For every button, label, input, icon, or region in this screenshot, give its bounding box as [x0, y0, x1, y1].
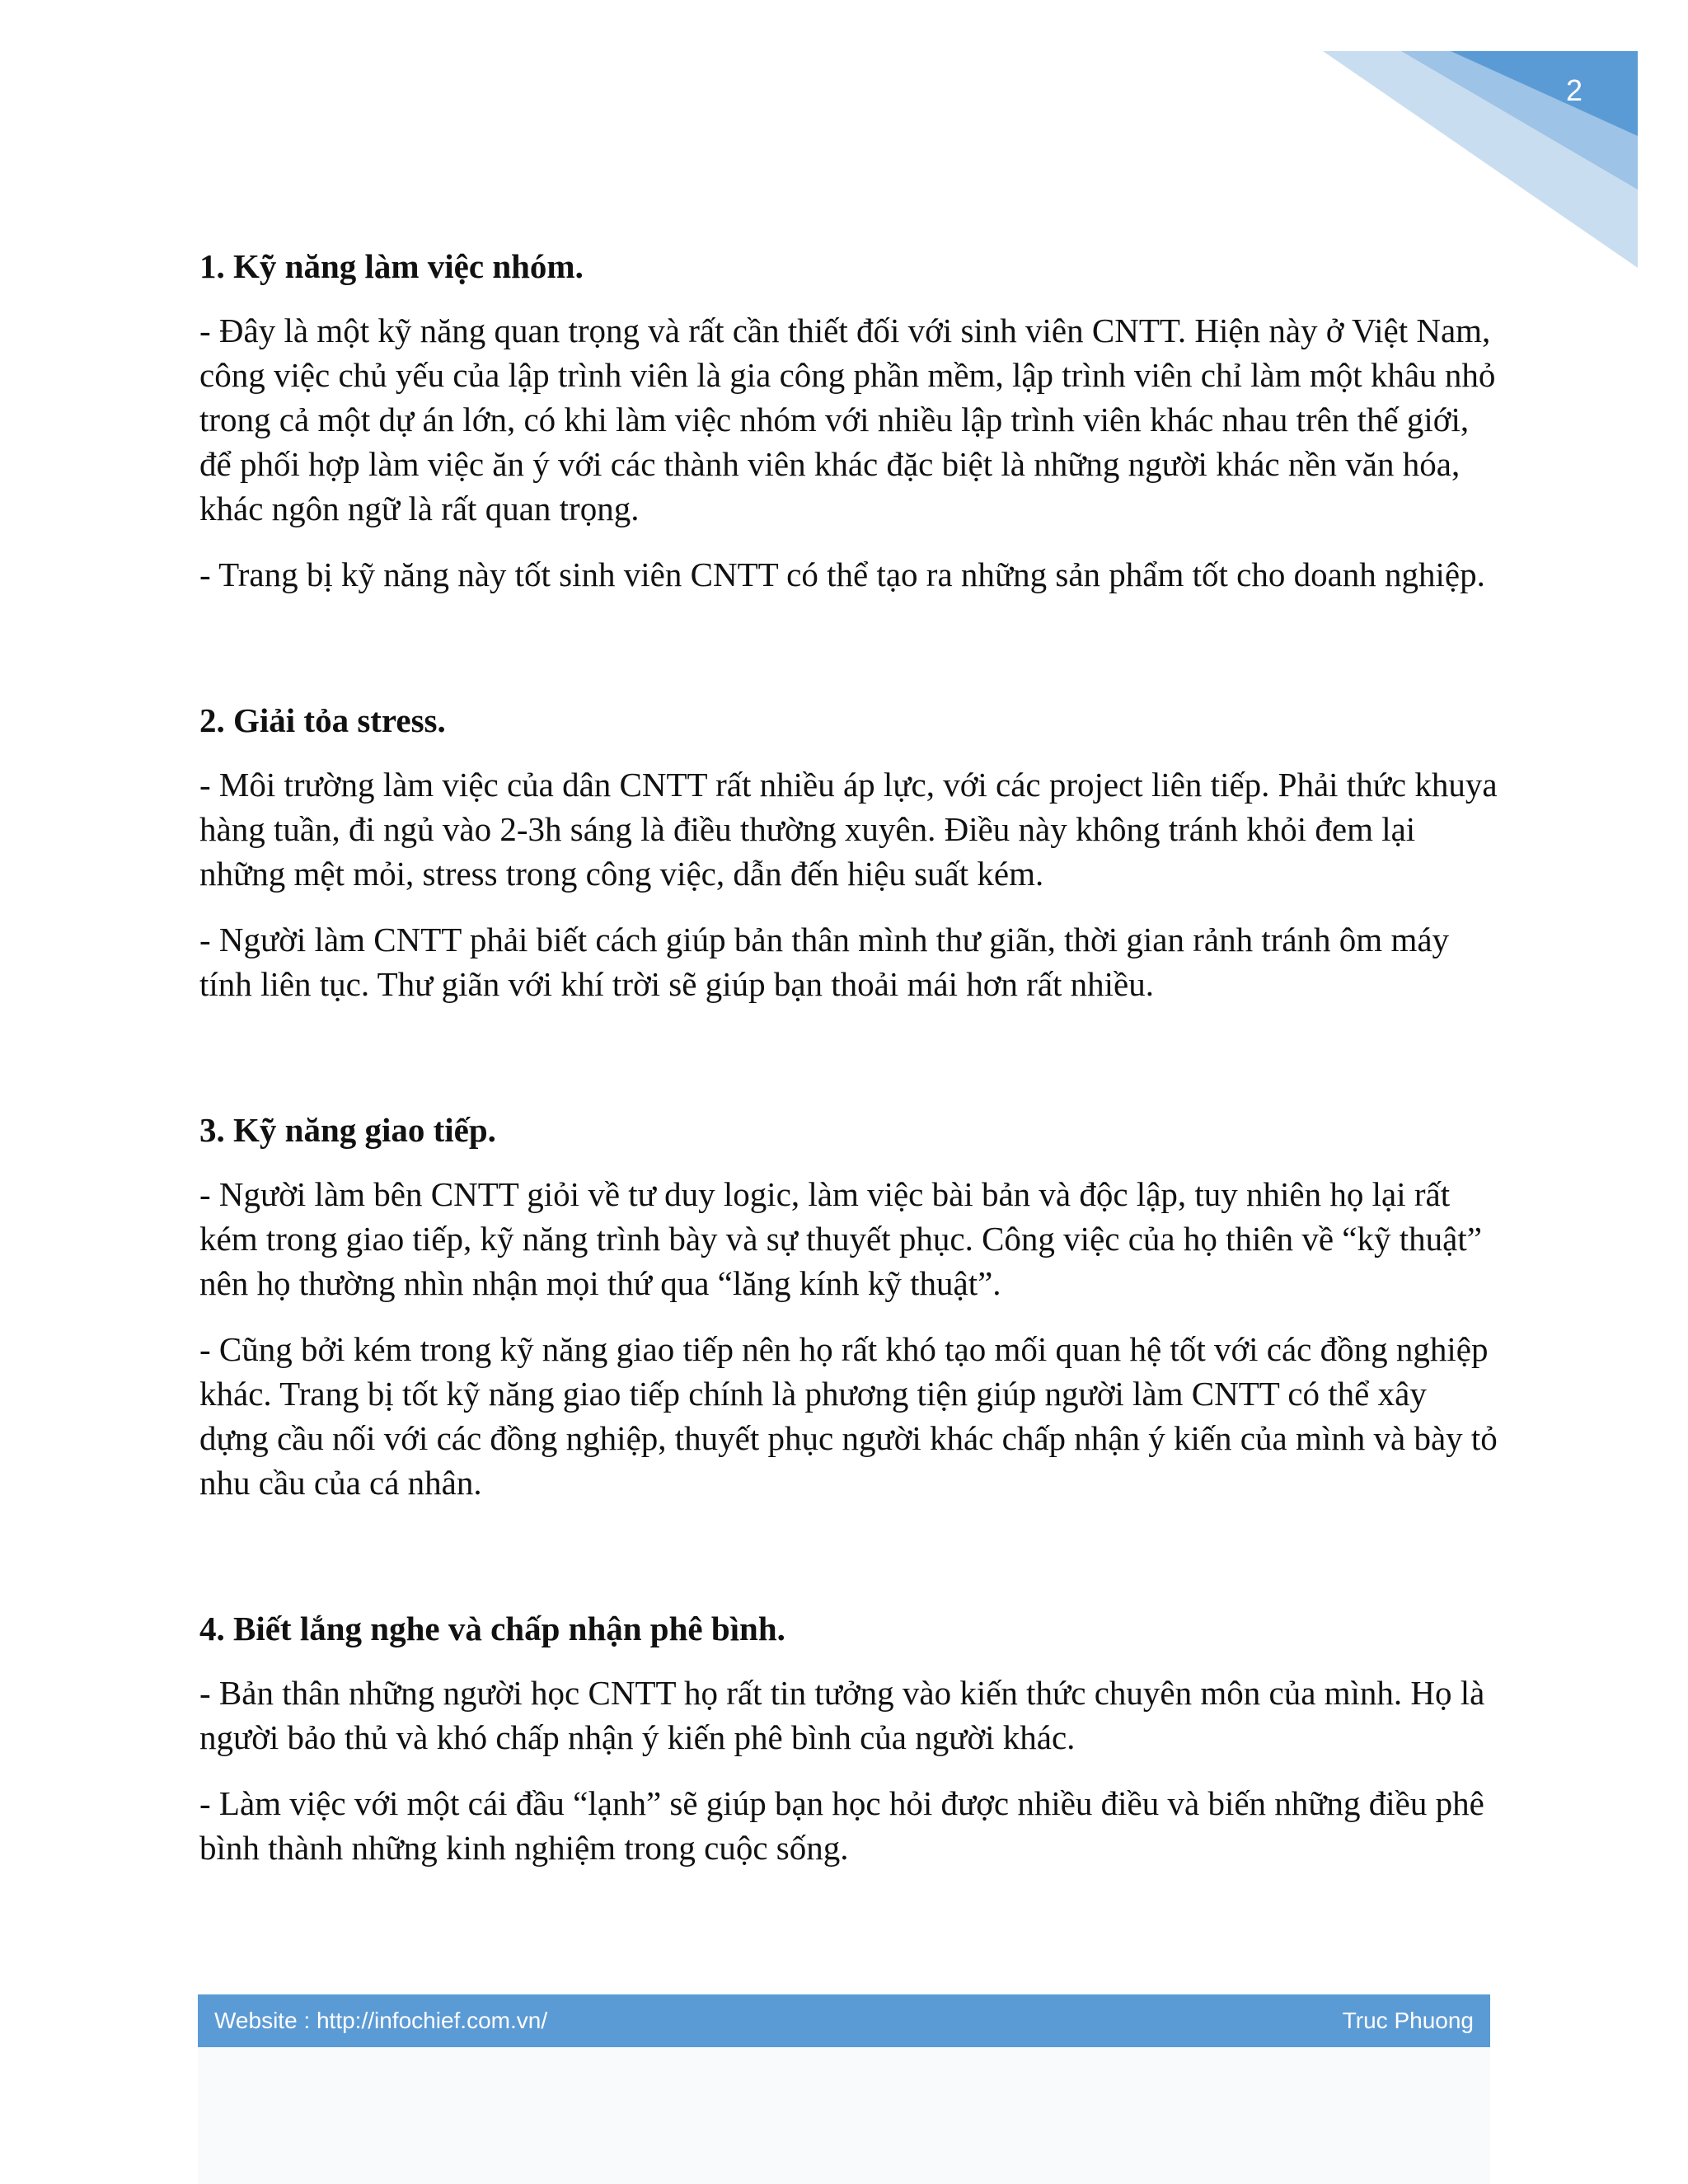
paragraph: - Bản thân những người học CNTT họ rất tin tưởng vào kiến thức chuyên môn của mình. Họ là người bảo thủ và khó chấp nhận ý kiến phê bình của người khác. [199, 1674, 1485, 1756]
paragraph: - Cũng bởi kém trong kỹ năng giao tiếp nên họ rất khó tạo mối quan hệ tốt với các đồng nghiệp khác. Trang bị tốt kỹ năng giao tiếp chính là phương tiện giúp người làm CNTT có thể xây dựng cầu nối với các đồng nghiệp, thuyết phục người khác chấp nhận ý kiến của mình và bày tỏ nhu cầu của cá nhân. [199, 1330, 1498, 1502]
paragraph: - Người làm bên CNTT giỏi về tư duy logic, làm việc bài bản và độc lập, tuy nhiên họ lại rất kém trong giao tiếp, kỹ năng trình bày và sự thuyết phục. Công việc của họ thiên về “kỹ thuật” nên họ thường nhìn nhận mọi thứ qua “lăng kính kỹ thuật”. [199, 1175, 1482, 1302]
paragraph: - Làm việc với một cái đầu “lạnh” sẽ giúp bạn học hỏi được nhiều điều và biến những điều phê bình thành những kinh nghiệm trong cuộc sống. [199, 1784, 1484, 1867]
footer-website[interactable]: Website : http://infochief.com.vn/ [214, 2008, 548, 2033]
paragraph: - Đây là một kỹ năng quan trọng và rất cần thiết đối với sinh viên CNTT. Hiện này ở Việt Nam, công việc chủ yếu của lập trình viên là gia công phần mềm, lập trình viên chỉ làm một khâu nhỏ trong cả một dự án lớn, có khi làm việc nhóm với nhiều lập trình viên khác nhau trên thế giới, để phối hợp làm việc ăn ý với các thành viên khác đặc biệt là những người khác nền văn hóa, khác ngôn ngữ là rất quan trọng. [199, 312, 1496, 527]
section-title: 3. Kỹ năng giao tiếp. [199, 1111, 496, 1149]
section-listening [199, 1606, 1502, 1870]
page-number: 2 [1565, 73, 1583, 107]
footer-bar [198, 1994, 1490, 2047]
corner-decoration [0, 0, 1688, 280]
paragraph: - Trang bị kỹ năng này tốt sinh viên CNTT có thể tạo ra những sản phẩm tốt cho doanh nghiệp. [199, 555, 1485, 593]
section-stress-relief [199, 698, 1502, 1006]
document-body [199, 244, 1502, 1870]
footer-author: Truc Phuong [1342, 2008, 1474, 2033]
section-title: 2. Giải tỏa stress. [199, 701, 446, 739]
paragraph: - Người làm CNTT phải biết cách giúp bản thân mình thư giãn, thời gian rảnh tránh ôm máy tính liên tục. Thư giãn với khí trời sẽ giúp bạn thoải mái hơn rất nhiều. [199, 921, 1450, 1003]
paragraph: - Môi trường làm việc của dân CNTT rất nhiều áp lực, với các project liên tiếp. Phải thức khuya hàng tuần, đi ngủ vào 2-3h sáng là điều thường xuyên. Điều này không tránh khỏi đem lại những mệt mỏi, stress trong công việc, dẫn đến hiệu suất kém. [199, 766, 1498, 893]
footer-shade [198, 2047, 1490, 2184]
section-communication [199, 1108, 1502, 1505]
section-title: 4. Biết lắng nghe và chấp nhận phê bình. [199, 1610, 785, 1647]
section-title: 1. Kỹ năng làm việc nhóm. [199, 247, 584, 285]
section-teamwork [199, 244, 1502, 597]
